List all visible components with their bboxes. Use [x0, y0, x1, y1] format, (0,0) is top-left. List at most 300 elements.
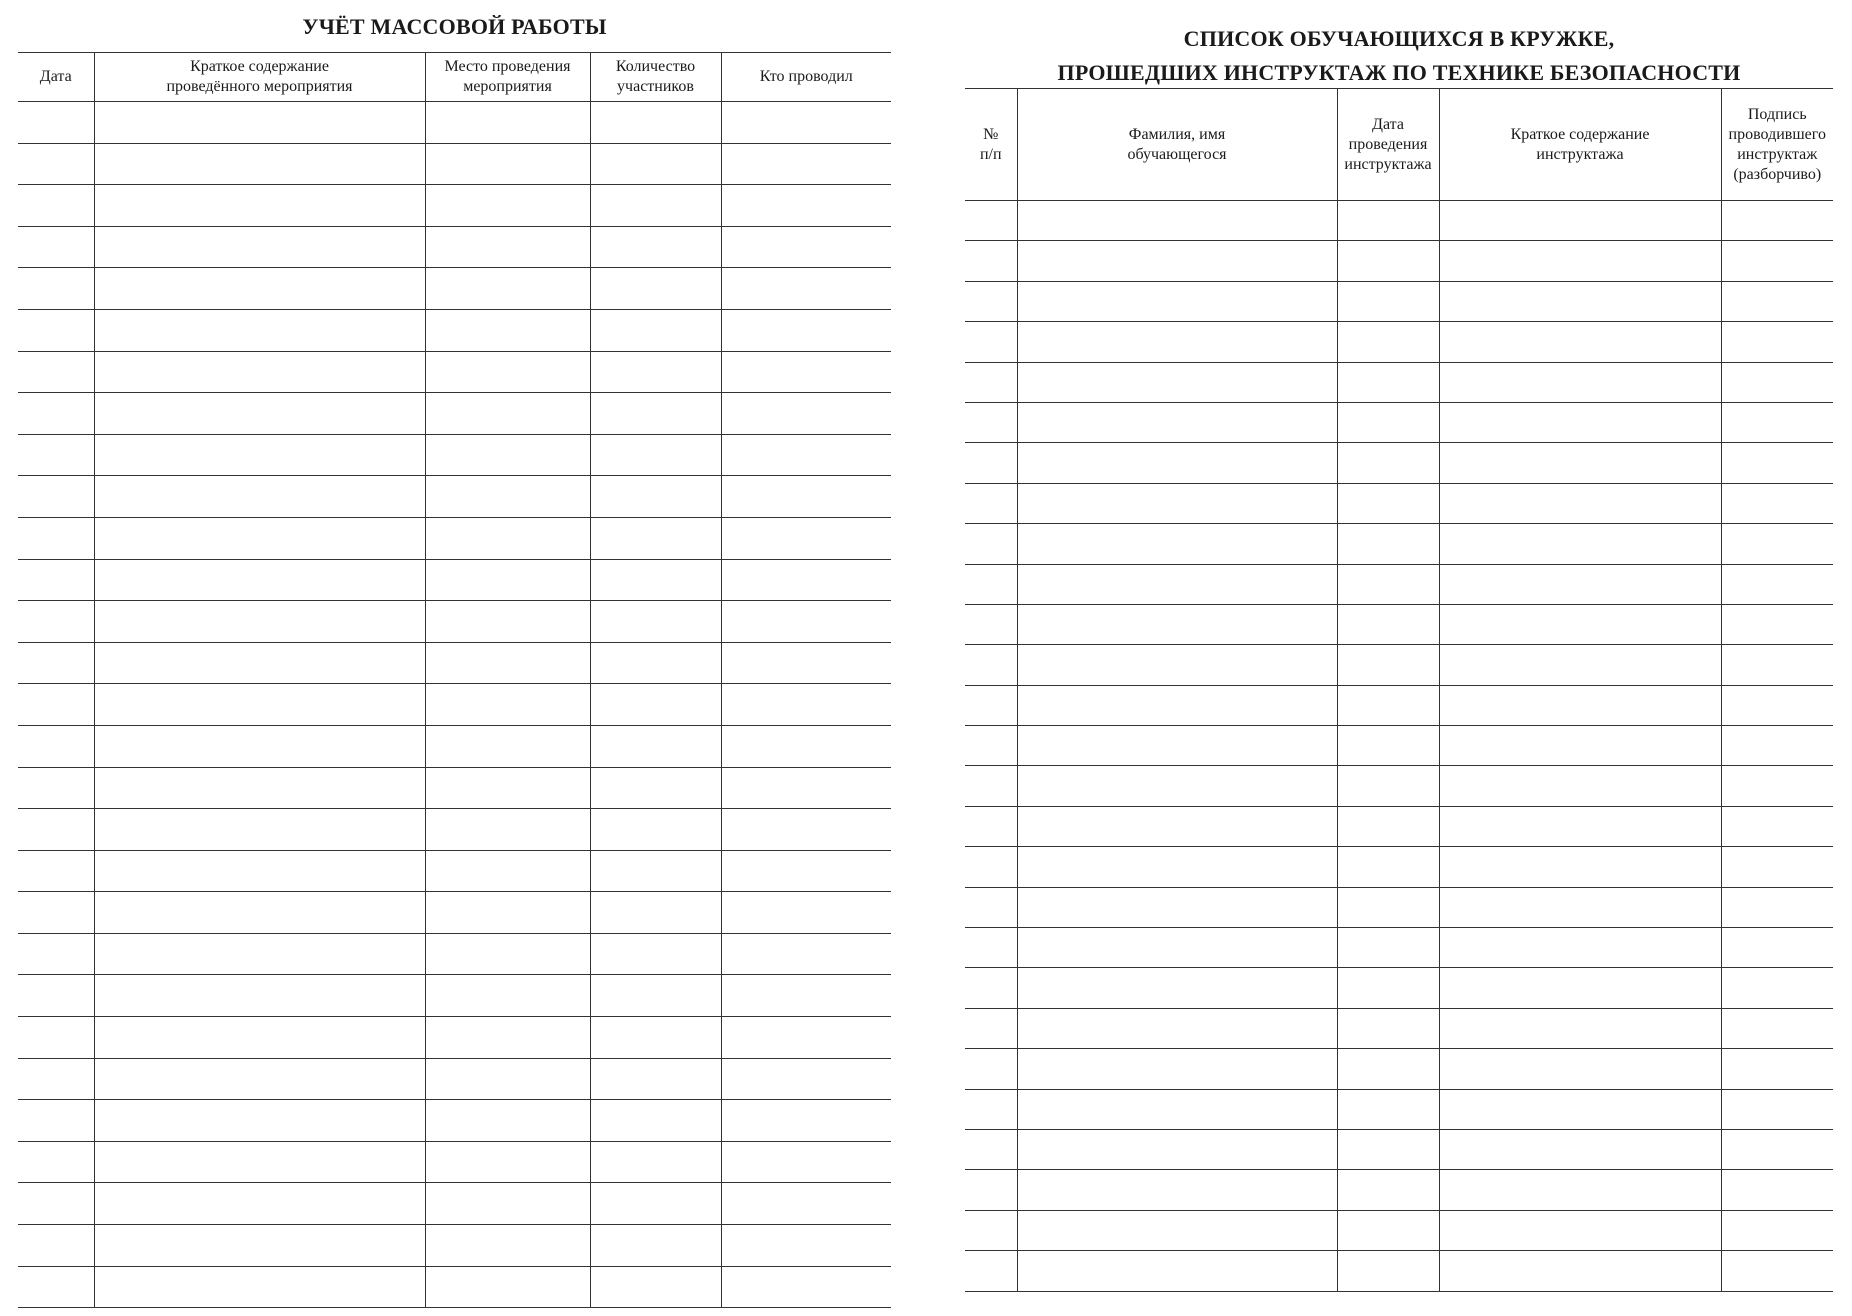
mass-work-blank-cell[interactable]: [18, 1266, 94, 1308]
safety-list-blank-cell[interactable]: [1017, 524, 1337, 564]
safety-list-blank-cell[interactable]: [1439, 645, 1721, 685]
safety-list-blank-cell[interactable]: [1439, 524, 1721, 564]
mass-work-blank-cell[interactable]: [590, 975, 721, 1017]
safety-list-blank-cell[interactable]: [965, 483, 1017, 523]
safety-list-blank-cell[interactable]: [1017, 1210, 1337, 1250]
safety-list-blank-cell[interactable]: [1439, 726, 1721, 766]
mass-work-blank-cell[interactable]: [590, 268, 721, 310]
safety-list-blank-cell[interactable]: [1439, 443, 1721, 483]
safety-list-blank-cell[interactable]: [1721, 968, 1833, 1008]
safety-list-rows: [965, 201, 1833, 1292]
safety-list-blank-cell[interactable]: [1337, 564, 1439, 604]
safety-list-blank-cell[interactable]: [1721, 362, 1833, 402]
safety-list-blank-cell[interactable]: [1439, 1210, 1721, 1250]
mass-work-blank-cell[interactable]: [18, 1225, 94, 1267]
mass-work-blank-cell[interactable]: [590, 725, 721, 767]
mass-work-blank-cell[interactable]: [18, 601, 94, 643]
mass-work-blank-cell[interactable]: [721, 309, 891, 351]
safety-list-blank-cell[interactable]: [1337, 1049, 1439, 1089]
safety-list-blank-cell[interactable]: [965, 1170, 1017, 1210]
safety-list-blank-cell[interactable]: [1721, 564, 1833, 604]
mass-work-blank-cell[interactable]: [94, 1017, 425, 1059]
safety-list-blank-cell[interactable]: [1721, 524, 1833, 564]
safety-list-blank-cell[interactable]: [965, 1129, 1017, 1169]
mass-work-blank-cell[interactable]: [721, 559, 891, 601]
mass-work-blank-cell[interactable]: [18, 642, 94, 684]
safety-list-blank-cell[interactable]: [1017, 847, 1337, 887]
safety-list-blank-cell[interactable]: [1017, 766, 1337, 806]
safety-list-blank-cell[interactable]: [1439, 281, 1721, 321]
mass-work-blank-cell[interactable]: [18, 809, 94, 851]
mass-work-blank-cell[interactable]: [94, 268, 425, 310]
mass-work-blank-cell[interactable]: [425, 767, 590, 809]
safety-list-blank-cell[interactable]: [1337, 604, 1439, 644]
mass-work-blank-cell[interactable]: [590, 309, 721, 351]
mass-work-blank-cell[interactable]: [94, 1058, 425, 1100]
mass-work-blank-cell[interactable]: [18, 767, 94, 809]
mass-work-blank-cell[interactable]: [590, 351, 721, 393]
safety-list-blank-cell[interactable]: [1439, 968, 1721, 1008]
mass-work-blank-cell[interactable]: [94, 517, 425, 559]
mass-work-blank-cell[interactable]: [721, 933, 891, 975]
mass-work-blank-cell[interactable]: [590, 601, 721, 643]
safety-list-blank-cell[interactable]: [965, 1210, 1017, 1250]
safety-list-blank-cell[interactable]: [965, 322, 1017, 362]
safety-list-blank-cell[interactable]: [1721, 1129, 1833, 1169]
mass-work-blank-cell[interactable]: [94, 767, 425, 809]
mass-work-blank-cell[interactable]: [94, 642, 425, 684]
mass-work-blank-cell[interactable]: [425, 933, 590, 975]
safety-list-blank-cell[interactable]: [1017, 726, 1337, 766]
mass-work-blank-cell[interactable]: [721, 642, 891, 684]
safety-list-blank-cell[interactable]: [965, 887, 1017, 927]
mass-work-blank-cell[interactable]: [18, 351, 94, 393]
mass-work-blank-cell[interactable]: [425, 892, 590, 934]
mass-work-blank-cell[interactable]: [425, 1017, 590, 1059]
mass-work-blank-cell[interactable]: [94, 1100, 425, 1142]
mass-work-blank-cell[interactable]: [425, 1183, 590, 1225]
safety-list-blank-cell[interactable]: [1017, 402, 1337, 442]
mass-work-blank-cell[interactable]: [721, 393, 891, 435]
safety-list-blank-cell[interactable]: [965, 604, 1017, 644]
mass-work-blank-cell[interactable]: [18, 143, 94, 185]
safety-list-blank-cell[interactable]: [1721, 645, 1833, 685]
mass-work-blank-cell[interactable]: [721, 892, 891, 934]
mass-work-blank-cell[interactable]: [94, 434, 425, 476]
safety-list-blank-cell[interactable]: [1017, 887, 1337, 927]
safety-list-blank-cell[interactable]: [1337, 1089, 1439, 1129]
safety-list-blank-cell[interactable]: [1337, 362, 1439, 402]
mass-work-blank-cell[interactable]: [425, 1266, 590, 1308]
col-header-instructor-signature: Подпись проводившего инструктаж (разборчиво): [1721, 89, 1833, 201]
mass-work-blank-cell[interactable]: [590, 226, 721, 268]
safety-list-table-row: [965, 443, 1833, 483]
mass-work-blank-cell[interactable]: [590, 892, 721, 934]
safety-list-blank-cell[interactable]: [1017, 968, 1337, 1008]
safety-list-blank-cell[interactable]: [1721, 281, 1833, 321]
mass-work-blank-cell[interactable]: [94, 892, 425, 934]
safety-list-blank-cell[interactable]: [1721, 887, 1833, 927]
mass-work-blank-cell[interactable]: [94, 226, 425, 268]
mass-work-table-row: [18, 102, 891, 144]
safety-list-blank-cell[interactable]: [1721, 1049, 1833, 1089]
mass-work-blank-cell[interactable]: [425, 809, 590, 851]
safety-list-blank-cell[interactable]: [1017, 241, 1337, 281]
mass-work-blank-cell[interactable]: [590, 767, 721, 809]
mass-work-blank-cell[interactable]: [94, 143, 425, 185]
col-header-event-place: Место проведения мероприятия: [425, 53, 590, 102]
col-header-number: № п/п: [965, 89, 1017, 201]
safety-list-blank-cell[interactable]: [1017, 322, 1337, 362]
safety-list-blank-cell[interactable]: [1017, 604, 1337, 644]
mass-work-blank-cell[interactable]: [721, 1225, 891, 1267]
mass-work-blank-cell[interactable]: [94, 102, 425, 144]
safety-list-blank-cell[interactable]: [1337, 1129, 1439, 1169]
mass-work-blank-cell[interactable]: [721, 725, 891, 767]
safety-list-table-row: [965, 1129, 1833, 1169]
mass-work-blank-cell[interactable]: [94, 1266, 425, 1308]
safety-list-blank-cell[interactable]: [1439, 604, 1721, 644]
mass-work-blank-cell[interactable]: [18, 434, 94, 476]
safety-list-blank-cell[interactable]: [1721, 806, 1833, 846]
mass-work-blank-cell[interactable]: [590, 476, 721, 518]
mass-work-blank-cell[interactable]: [425, 1058, 590, 1100]
safety-list-blank-cell[interactable]: [1337, 443, 1439, 483]
mass-work-blank-cell[interactable]: [425, 559, 590, 601]
mass-work-blank-cell[interactable]: [18, 975, 94, 1017]
mass-work-blank-cell[interactable]: [18, 309, 94, 351]
safety-list-blank-cell[interactable]: [1337, 806, 1439, 846]
mass-work-blank-cell[interactable]: [18, 517, 94, 559]
mass-work-blank-cell[interactable]: [425, 185, 590, 227]
mass-work-blank-cell[interactable]: [590, 102, 721, 144]
mass-work-blank-cell[interactable]: [590, 1058, 721, 1100]
safety-list-blank-cell[interactable]: [1337, 524, 1439, 564]
mass-work-blank-cell[interactable]: [94, 850, 425, 892]
mass-work-blank-cell[interactable]: [721, 1183, 891, 1225]
safety-list-blank-cell[interactable]: [1439, 402, 1721, 442]
safety-list-blank-cell[interactable]: [965, 968, 1017, 1008]
safety-list-blank-cell[interactable]: [1439, 322, 1721, 362]
mass-work-blank-cell[interactable]: [425, 393, 590, 435]
safety-list-blank-cell[interactable]: [1721, 483, 1833, 523]
safety-list-blank-cell[interactable]: [1439, 564, 1721, 604]
safety-list-blank-cell[interactable]: [1721, 322, 1833, 362]
safety-list-blank-cell[interactable]: [1017, 928, 1337, 968]
mass-work-blank-cell[interactable]: [425, 975, 590, 1017]
mass-work-blank-cell[interactable]: [94, 684, 425, 726]
mass-work-blank-cell[interactable]: [18, 933, 94, 975]
safety-list-blank-cell[interactable]: [1337, 887, 1439, 927]
safety-list-blank-cell[interactable]: [965, 1049, 1017, 1089]
mass-work-table-row: [18, 642, 891, 684]
safety-list-blank-cell[interactable]: [1017, 1089, 1337, 1129]
mass-work-blank-cell[interactable]: [721, 975, 891, 1017]
mass-work-blank-cell[interactable]: [590, 1266, 721, 1308]
mass-work-blank-cell[interactable]: [18, 1183, 94, 1225]
mass-work-blank-cell[interactable]: [590, 559, 721, 601]
mass-work-blank-cell[interactable]: [425, 309, 590, 351]
safety-list-blank-cell[interactable]: [1721, 1089, 1833, 1129]
mass-work-blank-cell[interactable]: [590, 434, 721, 476]
mass-work-blank-cell[interactable]: [721, 476, 891, 518]
mass-work-blank-cell[interactable]: [590, 517, 721, 559]
mass-work-blank-cell[interactable]: [721, 1058, 891, 1100]
mass-work-blank-cell[interactable]: [425, 725, 590, 767]
safety-list-blank-cell[interactable]: [1721, 402, 1833, 442]
safety-list-blank-cell[interactable]: [1017, 806, 1337, 846]
safety-list-blank-cell[interactable]: [1017, 564, 1337, 604]
safety-list-blank-cell[interactable]: [965, 241, 1017, 281]
safety-list-blank-cell[interactable]: [965, 1089, 1017, 1129]
safety-list-blank-cell[interactable]: [1017, 362, 1337, 402]
safety-list-blank-cell[interactable]: [1439, 1129, 1721, 1169]
safety-list-blank-cell[interactable]: [1439, 685, 1721, 725]
mass-work-blank-cell[interactable]: [590, 143, 721, 185]
safety-list-blank-cell[interactable]: [1337, 928, 1439, 968]
safety-list-blank-cell[interactable]: [1017, 483, 1337, 523]
safety-list-blank-cell[interactable]: [1337, 201, 1439, 241]
mass-work-blank-cell[interactable]: [590, 809, 721, 851]
mass-work-blank-cell[interactable]: [18, 850, 94, 892]
mass-work-blank-cell[interactable]: [18, 1017, 94, 1059]
safety-list-blank-cell[interactable]: [965, 281, 1017, 321]
safety-list-blank-cell[interactable]: [965, 1251, 1017, 1291]
mass-work-blank-cell[interactable]: [590, 1100, 721, 1142]
safety-list-blank-cell[interactable]: [1017, 1251, 1337, 1291]
mass-work-blank-cell[interactable]: [18, 476, 94, 518]
mass-work-blank-cell[interactable]: [425, 143, 590, 185]
safety-list-blank-cell[interactable]: [1337, 685, 1439, 725]
safety-list-blank-cell[interactable]: [1439, 1251, 1721, 1291]
mass-work-blank-cell[interactable]: [94, 393, 425, 435]
safety-list-blank-cell[interactable]: [1337, 1170, 1439, 1210]
mass-work-blank-cell[interactable]: [18, 684, 94, 726]
mass-work-blank-cell[interactable]: [590, 642, 721, 684]
safety-list-blank-cell[interactable]: [1721, 726, 1833, 766]
safety-list-blank-cell[interactable]: [1337, 1210, 1439, 1250]
mass-work-blank-cell[interactable]: [94, 1225, 425, 1267]
safety-list-blank-cell[interactable]: [1337, 726, 1439, 766]
mass-work-blank-cell[interactable]: [721, 1266, 891, 1308]
mass-work-blank-cell[interactable]: [721, 351, 891, 393]
mass-work-blank-cell[interactable]: [721, 226, 891, 268]
mass-work-blank-cell[interactable]: [94, 351, 425, 393]
mass-work-table-row: [18, 393, 891, 435]
mass-work-blank-cell[interactable]: [721, 850, 891, 892]
mass-work-blank-cell[interactable]: [18, 1100, 94, 1142]
safety-list-table-row: [965, 201, 1833, 241]
mass-work-table-row: [18, 309, 891, 351]
mass-work-blank-cell[interactable]: [18, 725, 94, 767]
mass-work-blank-cell[interactable]: [590, 684, 721, 726]
mass-work-blank-cell[interactable]: [94, 1183, 425, 1225]
mass-work-blank-cell[interactable]: [425, 102, 590, 144]
safety-list-blank-cell[interactable]: [965, 806, 1017, 846]
safety-list-blank-cell[interactable]: [1721, 1210, 1833, 1250]
safety-list-blank-cell[interactable]: [1721, 847, 1833, 887]
mass-work-blank-cell[interactable]: [18, 892, 94, 934]
safety-list-blank-cell[interactable]: [1337, 402, 1439, 442]
safety-list-blank-cell[interactable]: [1337, 281, 1439, 321]
mass-work-blank-cell[interactable]: [94, 309, 425, 351]
mass-work-blank-cell[interactable]: [18, 1141, 94, 1183]
mass-work-blank-cell[interactable]: [721, 102, 891, 144]
col-header-briefing-date: Дата проведения инструктажа: [1337, 89, 1439, 201]
safety-list-blank-cell[interactable]: [965, 726, 1017, 766]
safety-list-blank-cell[interactable]: [1017, 1170, 1337, 1210]
safety-list-blank-cell[interactable]: [1017, 1129, 1337, 1169]
safety-list-blank-cell[interactable]: [1439, 1170, 1721, 1210]
mass-work-blank-cell[interactable]: [721, 434, 891, 476]
safety-list-blank-cell[interactable]: [1439, 766, 1721, 806]
mass-work-blank-cell[interactable]: [18, 559, 94, 601]
safety-list-blank-cell[interactable]: [1439, 483, 1721, 523]
safety-list-blank-cell[interactable]: [1439, 887, 1721, 927]
mass-work-blank-cell[interactable]: [18, 226, 94, 268]
safety-list-blank-cell[interactable]: [965, 1008, 1017, 1048]
mass-work-blank-cell[interactable]: [590, 933, 721, 975]
safety-list-blank-cell[interactable]: [1439, 1089, 1721, 1129]
mass-work-blank-cell[interactable]: [18, 185, 94, 227]
mass-work-blank-cell[interactable]: [94, 809, 425, 851]
safety-list-blank-cell[interactable]: [1337, 483, 1439, 523]
safety-list-blank-cell[interactable]: [965, 766, 1017, 806]
mass-work-blank-cell[interactable]: [590, 393, 721, 435]
mass-work-blank-cell[interactable]: [425, 268, 590, 310]
safety-list-blank-cell[interactable]: [1439, 362, 1721, 402]
safety-list-blank-cell[interactable]: [1439, 847, 1721, 887]
safety-list-blank-cell[interactable]: [965, 564, 1017, 604]
safety-list-blank-cell[interactable]: [965, 847, 1017, 887]
safety-list-blank-cell[interactable]: [1017, 685, 1337, 725]
safety-list-blank-cell[interactable]: [1721, 766, 1833, 806]
safety-list-blank-cell[interactable]: [965, 201, 1017, 241]
mass-work-blank-cell[interactable]: [425, 1225, 590, 1267]
mass-work-blank-cell[interactable]: [425, 476, 590, 518]
safety-list-blank-cell[interactable]: [965, 362, 1017, 402]
safety-list-blank-cell[interactable]: [1439, 201, 1721, 241]
mass-work-table-row: [18, 975, 891, 1017]
mass-work-blank-cell[interactable]: [18, 393, 94, 435]
safety-list-blank-cell[interactable]: [1337, 847, 1439, 887]
mass-work-blank-cell[interactable]: [425, 517, 590, 559]
safety-list-blank-cell[interactable]: [1337, 968, 1439, 1008]
mass-work-blank-cell[interactable]: [425, 226, 590, 268]
mass-work-table-row: [18, 559, 891, 601]
safety-list-table-row: [965, 685, 1833, 725]
safety-list-blank-cell[interactable]: [1439, 1008, 1721, 1048]
mass-work-blank-cell[interactable]: [721, 517, 891, 559]
safety-list-blank-cell[interactable]: [1337, 241, 1439, 281]
mass-work-blank-cell[interactable]: [721, 684, 891, 726]
safety-list-blank-cell[interactable]: [1337, 1251, 1439, 1291]
mass-work-blank-cell[interactable]: [18, 1058, 94, 1100]
mass-work-blank-cell[interactable]: [590, 850, 721, 892]
mass-work-blank-cell[interactable]: [721, 767, 891, 809]
mass-work-blank-cell[interactable]: [721, 1141, 891, 1183]
safety-list-blank-cell[interactable]: [1439, 1049, 1721, 1089]
safety-list-blank-cell[interactable]: [1337, 645, 1439, 685]
safety-list-blank-cell[interactable]: [1017, 1008, 1337, 1048]
safety-list-blank-cell[interactable]: [1439, 241, 1721, 281]
mass-work-blank-cell[interactable]: [425, 434, 590, 476]
safety-list-blank-cell[interactable]: [1337, 322, 1439, 362]
mass-work-blank-cell[interactable]: [94, 601, 425, 643]
safety-list-blank-cell[interactable]: [965, 685, 1017, 725]
mass-work-blank-cell[interactable]: [94, 725, 425, 767]
safety-list-blank-cell[interactable]: [1721, 685, 1833, 725]
safety-list-blank-cell[interactable]: [1337, 1008, 1439, 1048]
mass-work-blank-cell[interactable]: [590, 1017, 721, 1059]
mass-work-blank-cell[interactable]: [94, 1141, 425, 1183]
mass-work-blank-cell[interactable]: [721, 1100, 891, 1142]
mass-work-blank-cell[interactable]: [94, 476, 425, 518]
mass-work-blank-cell[interactable]: [18, 102, 94, 144]
safety-list-blank-cell[interactable]: [1017, 201, 1337, 241]
mass-work-blank-cell[interactable]: [425, 684, 590, 726]
safety-list-blank-cell[interactable]: [1721, 1251, 1833, 1291]
mass-work-blank-cell[interactable]: [425, 351, 590, 393]
mass-work-table-row: [18, 1017, 891, 1059]
safety-list-blank-cell[interactable]: [1721, 1170, 1833, 1210]
mass-work-blank-cell[interactable]: [94, 559, 425, 601]
safety-list-blank-cell[interactable]: [1721, 201, 1833, 241]
safety-list-blank-cell[interactable]: [1721, 241, 1833, 281]
mass-work-blank-cell[interactable]: [721, 1017, 891, 1059]
safety-list-blank-cell[interactable]: [965, 402, 1017, 442]
safety-list-blank-cell[interactable]: [1337, 766, 1439, 806]
safety-list-blank-cell[interactable]: [1721, 443, 1833, 483]
mass-work-table-row: [18, 850, 891, 892]
mass-work-blank-cell[interactable]: [94, 185, 425, 227]
safety-list-blank-cell[interactable]: [1439, 806, 1721, 846]
mass-work-blank-cell[interactable]: [721, 809, 891, 851]
mass-work-blank-cell[interactable]: [721, 268, 891, 310]
safety-list-blank-cell[interactable]: [1017, 1049, 1337, 1089]
mass-work-blank-cell[interactable]: [590, 1225, 721, 1267]
safety-list-blank-cell[interactable]: [1017, 443, 1337, 483]
mass-work-blank-cell[interactable]: [721, 601, 891, 643]
mass-work-blank-cell[interactable]: [590, 1183, 721, 1225]
safety-list-blank-cell[interactable]: [1721, 1008, 1833, 1048]
mass-work-blank-cell[interactable]: [590, 1141, 721, 1183]
safety-list-blank-cell[interactable]: [1439, 928, 1721, 968]
mass-work-blank-cell[interactable]: [425, 1141, 590, 1183]
safety-list-blank-cell[interactable]: [1721, 928, 1833, 968]
safety-list-table-row: [965, 322, 1833, 362]
mass-work-blank-cell[interactable]: [721, 143, 891, 185]
mass-work-blank-cell[interactable]: [18, 268, 94, 310]
safety-list-blank-cell[interactable]: [965, 645, 1017, 685]
safety-list-blank-cell[interactable]: [1017, 281, 1337, 321]
safety-list-blank-cell[interactable]: [965, 928, 1017, 968]
mass-work-blank-cell[interactable]: [721, 185, 891, 227]
safety-list-blank-cell[interactable]: [1017, 645, 1337, 685]
mass-work-blank-cell[interactable]: [425, 850, 590, 892]
mass-work-blank-cell[interactable]: [590, 185, 721, 227]
mass-work-table-row: [18, 268, 891, 310]
mass-work-blank-cell[interactable]: [425, 642, 590, 684]
mass-work-rows: [18, 102, 891, 1308]
safety-list-blank-cell[interactable]: [965, 443, 1017, 483]
mass-work-blank-cell[interactable]: [94, 933, 425, 975]
mass-work-blank-cell[interactable]: [94, 975, 425, 1017]
safety-list-blank-cell[interactable]: [1721, 604, 1833, 644]
mass-work-blank-cell[interactable]: [425, 601, 590, 643]
mass-work-blank-cell[interactable]: [425, 1100, 590, 1142]
safety-list-blank-cell[interactable]: [965, 524, 1017, 564]
